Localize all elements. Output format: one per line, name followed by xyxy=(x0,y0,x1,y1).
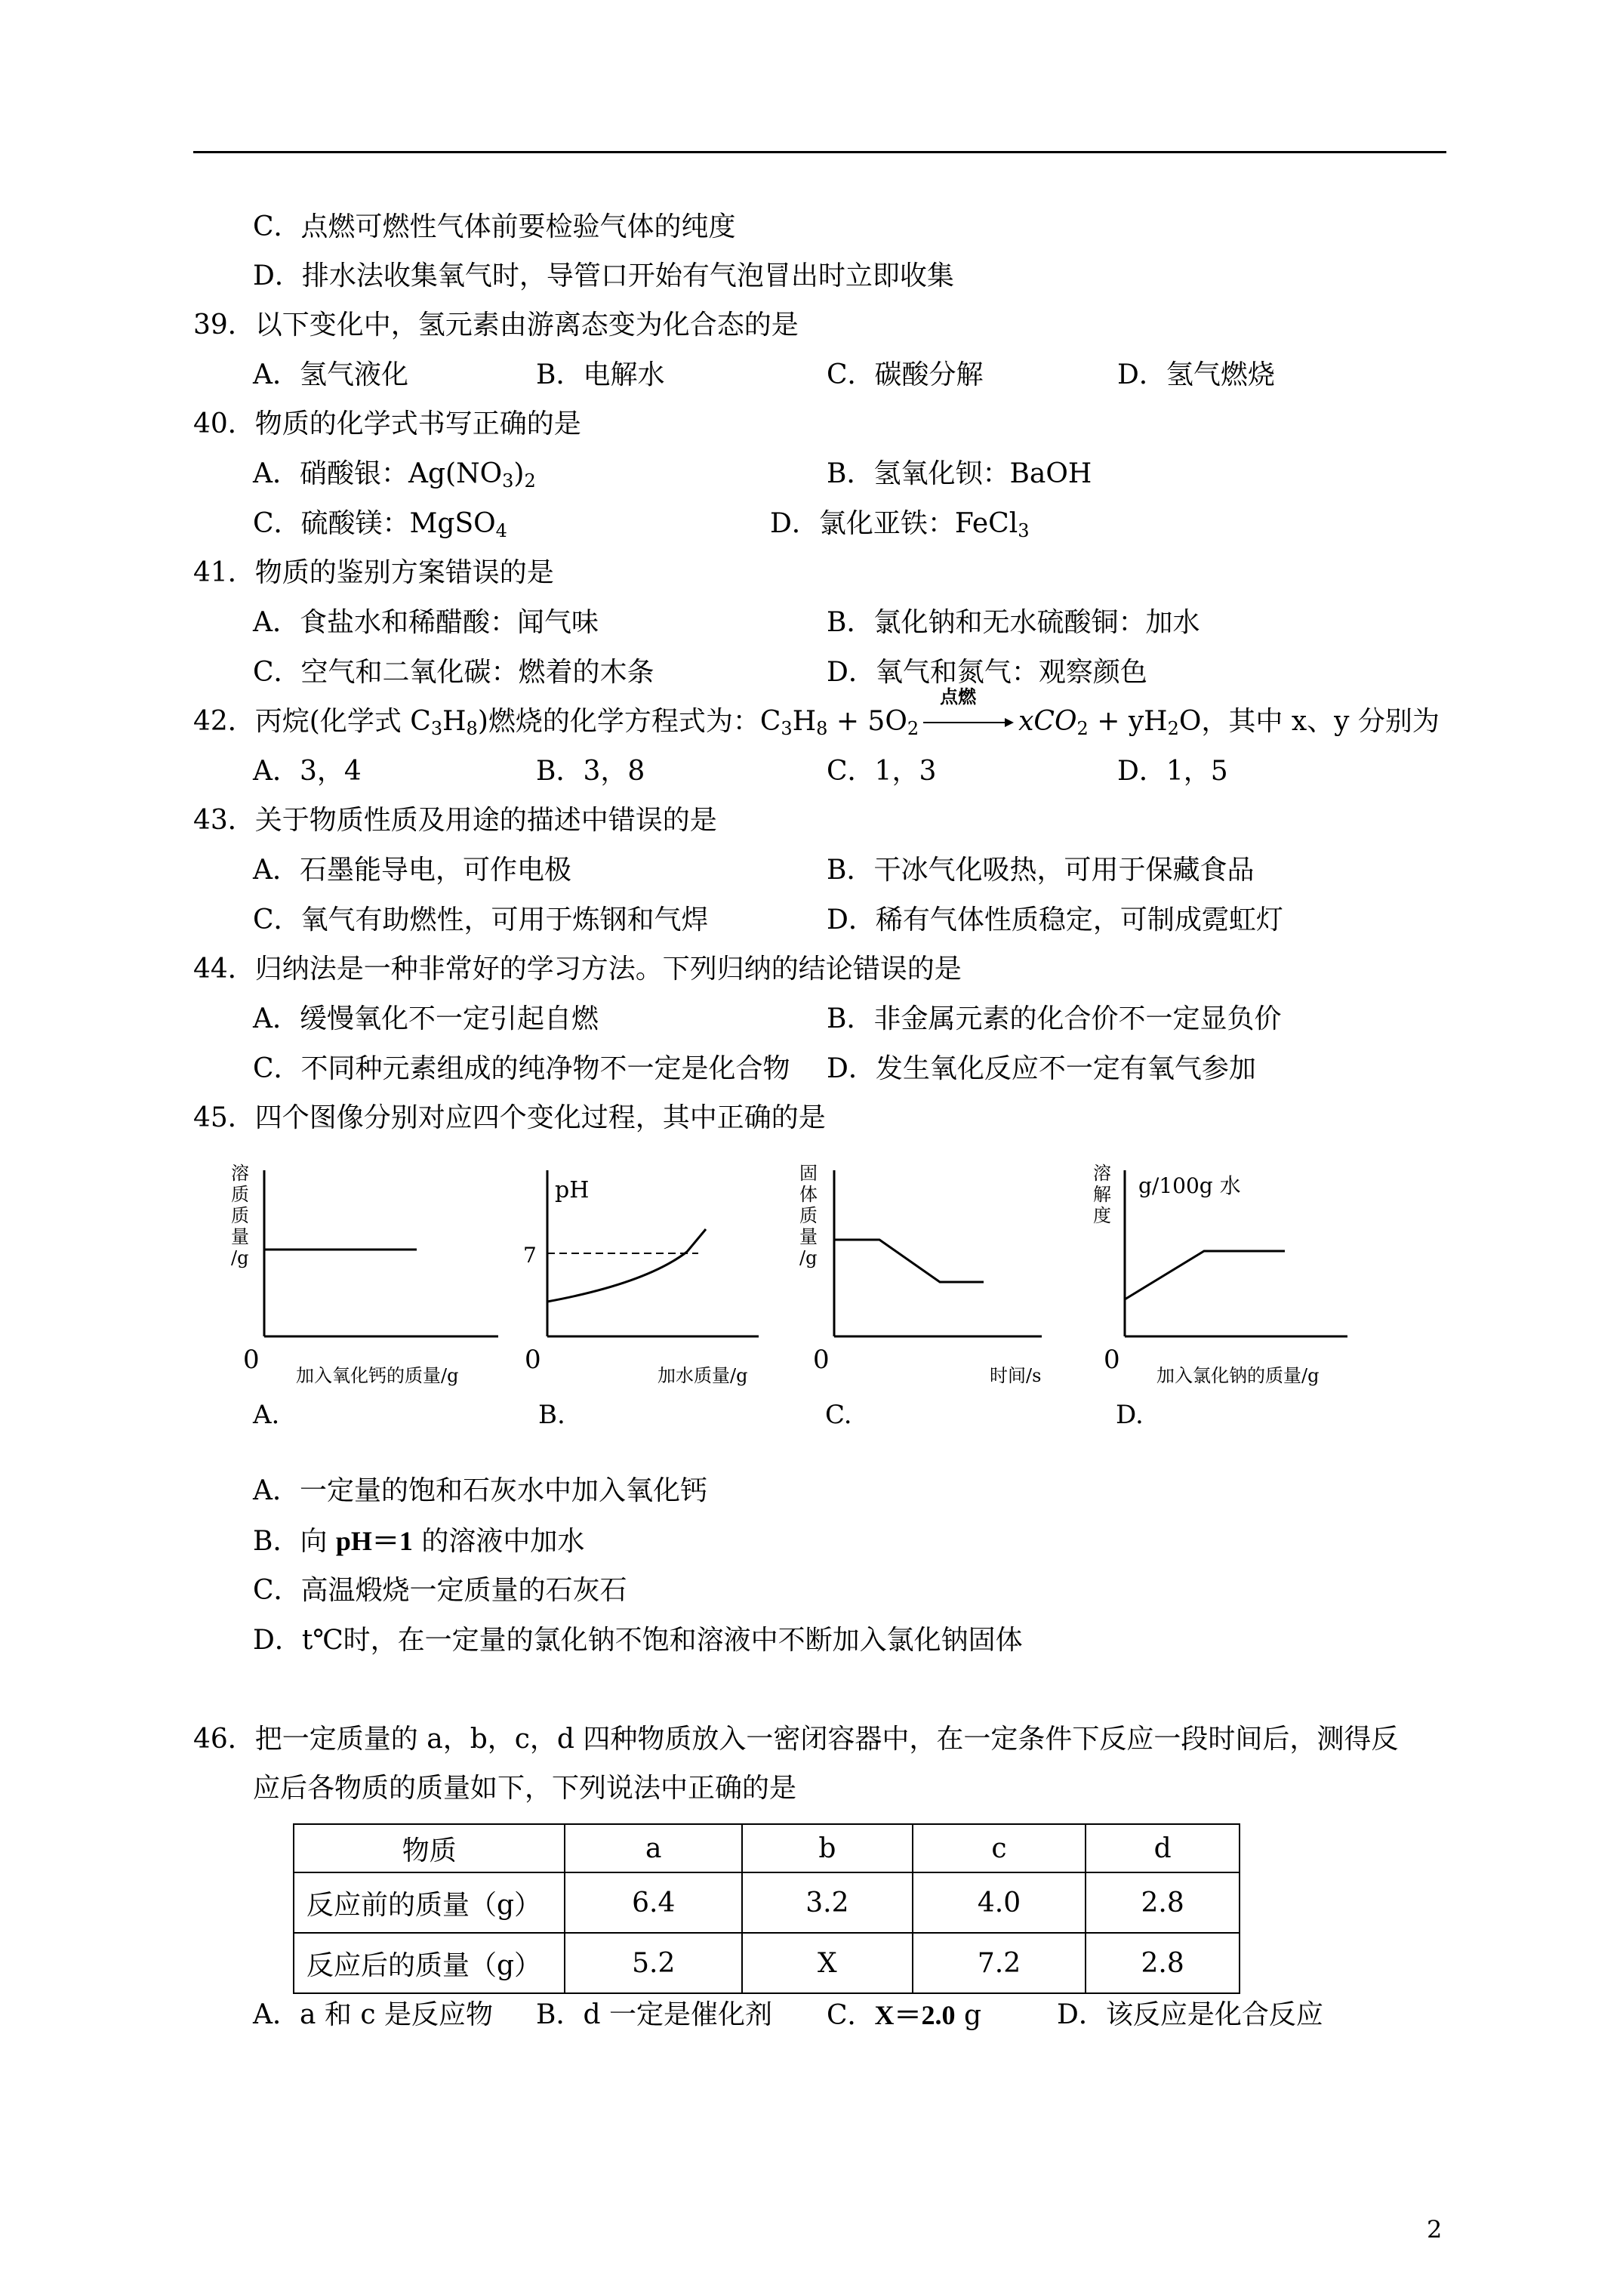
table-header-cell: c xyxy=(913,1824,1086,1872)
graph-b-tick-7: 7 xyxy=(523,1243,537,1268)
reaction-arrow xyxy=(923,686,1014,730)
q41-option-a: A．食盐水和稀醋酸：闻气味 xyxy=(253,607,599,638)
q46-option-d: D．该反应是化合反应 xyxy=(1057,1999,1323,2030)
q40-option-a: A．硝酸银：$Ag(NO_3)_2$ xyxy=(253,458,536,492)
q42-option-b: B．3，8 xyxy=(536,756,645,787)
q41-option-b: B．氯化钠和无水硫酸铜：加水 xyxy=(827,607,1200,638)
graph-b-ylabel: pH xyxy=(555,1177,590,1203)
graph-c-curve xyxy=(834,1240,984,1282)
table-cell: 6.4 xyxy=(565,1872,742,1933)
svg-text:/g: /g xyxy=(231,1247,249,1268)
q46-option-b: B．d 一定是催化剂 xyxy=(536,1999,772,2030)
q38-option-c: C．点燃可燃性气体前要检验气体的纯度 xyxy=(253,211,736,242)
q46-stem-line2: 应后各物质的质量如下，下列说法中正确的是 xyxy=(253,1773,797,1804)
q45-option-a: A．一定量的饱和石灰水中加入氧化钙 xyxy=(253,1475,707,1506)
graph-c-ylabel xyxy=(799,1163,818,1268)
svg-text:质: 质 xyxy=(231,1184,249,1205)
table-row xyxy=(294,1933,1240,1993)
svg-text:质: 质 xyxy=(799,1205,818,1226)
table-header-cell: d xyxy=(1086,1824,1240,1872)
svg-text:/g: /g xyxy=(799,1247,818,1268)
svg-text:溶: 溶 xyxy=(231,1163,249,1184)
table-cell: 5.2 xyxy=(565,1933,742,1993)
q42-stem: 42．丙烷(化学式 $C_3H_8$)燃烧的化学方程式为：$C_3H_8 + 5O_2$ 点燃 $xCO_2 + yH_2O$，其中 x、y 分别为 xyxy=(193,686,1440,739)
q40-stem: 40．物质的化学式书写正确的是 xyxy=(193,408,581,439)
q43-option-c: C．氧气有助燃性，可用于炼钢和气焊 xyxy=(253,905,709,935)
graph-d-ylabel xyxy=(1093,1163,1111,1226)
svg-text:解: 解 xyxy=(1093,1184,1111,1205)
graph-d-xlabel: 加入氯化钠的质量/g xyxy=(1156,1365,1320,1386)
table-cell: 7.2 xyxy=(913,1933,1086,1993)
q45-stem: 45．四个图像分别对应四个变化过程，其中正确的是 xyxy=(193,1102,826,1133)
svg-text:质: 质 xyxy=(231,1205,249,1226)
q45-graph-c xyxy=(796,1163,1053,1404)
header-rule xyxy=(193,151,1446,153)
table-header-cell: 物质 xyxy=(294,1824,565,1872)
q45-graph-b-label: B. xyxy=(538,1400,565,1430)
svg-text:固: 固 xyxy=(799,1163,818,1184)
q41-option-d: D．氧气和氮气：观察颜色 xyxy=(827,657,1147,688)
table-cell: 4.0 xyxy=(913,1872,1086,1933)
q46-option-c: C．X＝2.0 g xyxy=(827,2000,982,2031)
q43-option-d: D．稀有气体性质稳定，可制成霓虹灯 xyxy=(827,905,1283,935)
q43-stem: 43．关于物质性质及用途的描述中错误的是 xyxy=(193,805,717,836)
graph-a-ylabel xyxy=(231,1163,249,1268)
q46-mass-table xyxy=(293,1823,1240,1994)
q45-graph-d xyxy=(1087,1163,1359,1404)
q39-option-c: C．碳酸分解 xyxy=(827,359,984,390)
q45-graph-b xyxy=(517,1163,774,1404)
graph-d-curve xyxy=(1125,1251,1285,1299)
graph-d-yunit: g/100g 水 xyxy=(1138,1173,1241,1198)
q45-option-b: B．向 pH＝1 的溶液中加水 xyxy=(253,1526,585,1557)
graph-d-origin: 0 xyxy=(1104,1345,1120,1375)
q44-option-c: C．不同种元素组成的纯净物不一定是化合物 xyxy=(253,1053,790,1084)
svg-text:量: 量 xyxy=(231,1226,249,1247)
table-cell: X xyxy=(742,1933,913,1993)
q46-option-a: A．a 和 c 是反应物 xyxy=(253,1999,493,2030)
page-number: 2 xyxy=(1427,2215,1443,2244)
graph-a-origin: 0 xyxy=(243,1345,260,1375)
q46-stem-line1: 46．把一定质量的 a，b，c，d 四种物质放入一密闭容器中，在一定条件下反应一段时间后，测得反 xyxy=(193,1724,1399,1755)
table-cell: 2.8 xyxy=(1086,1872,1240,1933)
q41-stem: 41．物质的鉴别方案错误的是 xyxy=(193,557,554,588)
svg-text:溶: 溶 xyxy=(1093,1163,1111,1184)
graph-b-origin: 0 xyxy=(525,1345,541,1375)
table-header-row xyxy=(294,1824,1240,1872)
svg-text:量: 量 xyxy=(799,1226,818,1247)
reaction-condition: 点燃 xyxy=(940,686,977,707)
table-row-header: 反应后的质量（g） xyxy=(294,1933,565,1993)
q42-option-c: C．1，3 xyxy=(827,756,937,787)
q38-option-d: D．排水法收集氧气时，导管口开始有气泡冒出时立即收集 xyxy=(253,260,954,291)
q45-graph-d-label: D. xyxy=(1116,1400,1144,1430)
q45-graph-a xyxy=(226,1163,513,1404)
q44-option-a: A．缓慢氧化不一定引起自燃 xyxy=(253,1003,599,1034)
q44-option-b: B．非金属元素的化合价不一定显负价 xyxy=(827,1003,1282,1034)
q45-graph-a-label: A. xyxy=(253,1400,280,1430)
q39-option-a: A．氢气液化 xyxy=(253,359,408,390)
q44-option-d: D．发生氧化反应不一定有氧气参加 xyxy=(827,1053,1256,1084)
q40-option-d: D．氯化亚铁：FeCl$_3$ xyxy=(770,508,1030,541)
q41-option-c: C．空气和二氧化碳：燃着的木条 xyxy=(253,657,654,688)
graph-a-xlabel: 加入氧化钙的质量/g xyxy=(296,1365,459,1386)
q39-option-b: B．电解水 xyxy=(536,359,665,390)
table-cell: 3.2 xyxy=(742,1872,913,1933)
table-cell: 2.8 xyxy=(1086,1933,1240,1993)
q45-option-d: D．t℃时，在一定量的氯化钠不饱和溶液中不断加入氯化钠固体 xyxy=(253,1625,1023,1656)
table-header-cell: a xyxy=(565,1824,742,1872)
q42-option-a: A．3，4 xyxy=(253,756,362,787)
svg-text:度: 度 xyxy=(1093,1205,1111,1226)
graph-b-xlabel: 加水质量/g xyxy=(658,1365,748,1386)
q45-option-c: C．高温煅烧一定质量的石灰石 xyxy=(253,1575,627,1606)
q39-option-d: D．氢气燃烧 xyxy=(1117,359,1275,390)
q43-option-b: B．干冰气化吸热，可用于保藏食品 xyxy=(827,855,1255,886)
svg-text:体: 体 xyxy=(799,1184,818,1205)
graph-c-xlabel: 时间/s xyxy=(990,1365,1042,1386)
table-row xyxy=(294,1872,1240,1933)
q39-stem: 39．以下变化中，氢元素由游离态变为化合态的是 xyxy=(193,310,799,341)
table-header-cell: b xyxy=(742,1824,913,1872)
q42-option-d: D．1，5 xyxy=(1117,756,1228,787)
graph-c-origin: 0 xyxy=(813,1345,830,1375)
graph-b-curve xyxy=(547,1229,706,1302)
q40-option-c: C．硫酸镁：MgSO$_4$ xyxy=(253,508,507,541)
q43-option-a: A．石墨能导电，可作电极 xyxy=(253,855,571,886)
q40-option-b: B．氢氧化钡：BaOH xyxy=(827,458,1092,489)
table-row-header: 反应前的质量（g） xyxy=(294,1872,565,1933)
q45-graph-c-label: C. xyxy=(825,1400,852,1430)
q44-stem: 44．归纳法是一种非常好的学习方法。下列归纳的结论错误的是 xyxy=(193,954,962,985)
